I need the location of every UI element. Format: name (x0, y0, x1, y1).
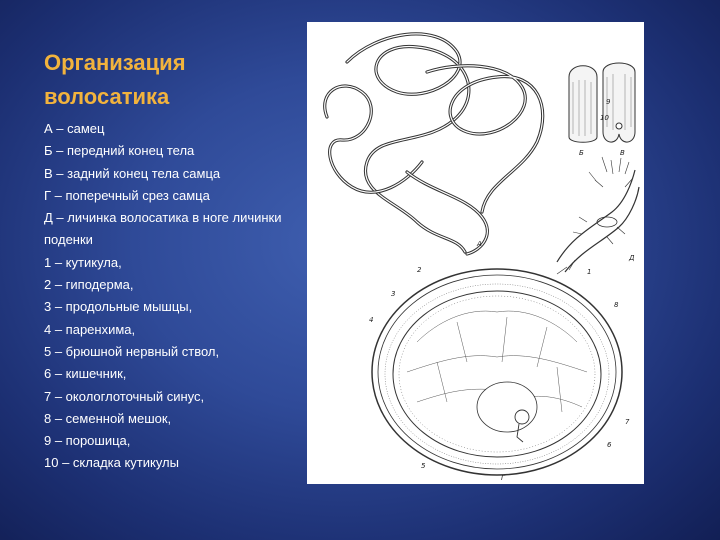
label-V: В (620, 149, 625, 157)
legend-item: 7 – окологлоточный синус, (44, 388, 205, 404)
legend-item: 3 – продольные мышцы, (44, 299, 193, 315)
label-A: А (477, 240, 482, 248)
label-7: 7 (625, 418, 630, 426)
cross-section-drawing (372, 269, 622, 475)
label-6: 6 (607, 441, 612, 449)
legend-item: 4 – паренхима, (44, 321, 136, 337)
label-4: 4 (369, 316, 374, 324)
label-B: Б (579, 149, 584, 157)
label-1: 1 (587, 268, 592, 276)
larva-in-leg-drawing (557, 157, 639, 274)
legend-item: А – самец (44, 121, 105, 136)
label-D: Д (629, 254, 635, 262)
legend-item: 6 – кишечник, (44, 366, 127, 382)
legend-list (44, 118, 289, 475)
label-G: Г (501, 474, 505, 482)
slide-title (44, 46, 294, 114)
legend-item: 2 – гиподерма, (44, 277, 134, 293)
label-9: 9 (606, 98, 611, 106)
label-5: 5 (421, 462, 426, 470)
label-2: 2 (417, 266, 422, 274)
legend-item: Г – поперечный срез самца (44, 187, 210, 203)
legend-item: 1 – кутикула, (44, 254, 122, 270)
hairworm-anatomy-figure (307, 22, 644, 484)
legend-item: 9 – порошица, (44, 433, 131, 449)
legend-item: 10 – складка кутикулы (44, 455, 179, 471)
label-3: 3 (391, 290, 396, 298)
worm-male-drawing (325, 34, 543, 254)
anterior-end-drawing (569, 66, 597, 143)
legend-item: 5 – брюшной нервный ствол, (44, 343, 220, 359)
legend-item: Д – личинка волосатика в ноге личинки поденки (44, 210, 282, 248)
legend-item: Б – передний конец тела (44, 143, 195, 159)
anatomy-drawing (307, 22, 644, 484)
legend-item: 8 – семенной мешок, (44, 410, 172, 426)
label-10: 10 (600, 114, 609, 122)
slide-title-line-1: Организация (44, 50, 186, 75)
slide-title-line-2: волосатика (44, 84, 170, 109)
label-8: 8 (614, 301, 619, 309)
legend-item: В – задний конец тела самца (44, 165, 221, 181)
